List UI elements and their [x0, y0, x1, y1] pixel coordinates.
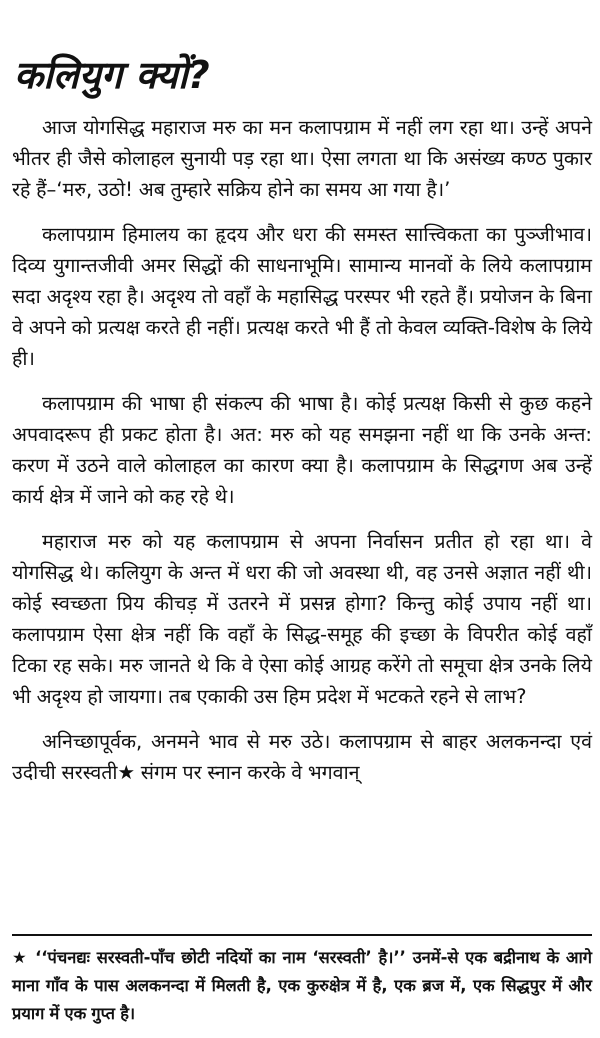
footnote: ★ ‘‘पंचनद्यः सरस्वती-पाँच छोटी नदियों का नाम ‘सरस्वती’ है।’’ उनमें-से एक बद्रीनाथ के आगे माना गाँव के पास अलकनन्दा में मिलती है, एक कुरुक्षेत्र में है, एक ब्रज में, एक सिद्धपुर में और प्रयाग में एक गुप्त है। [12, 948, 592, 1023]
chapter-body [12, 112, 592, 788]
paragraph-4: महाराज मरु को यह कलापग्राम से अपना निर्वासन प्रतीत हो रहा था। वे योगसिद्ध थे। कलियुग के अन्त में धरा की जो अवस्था थी, वह उनसे अज्ञात नहीं थी। कोई स्वच्छता प्रिय कीचड़ में उतरने में प्रसन्न होगा? किन्तु कोई उपाय नहीं था। कलापग्राम ऐसा क्षेत्र नहीं कि वहाँ के सिद्ध-समूह की इच्छा के विपरीत कोई वहाँ टिका रह सके। मरु जानते थे कि वे ऐसा कोई आग्रह करेंगे तो समूचा क्षेत्र उनके लिये भी अदृश्य हो जायगा। तब एकाकी उस हिम प्रदेश में भटकते रहने से लाभ? [12, 530, 592, 708]
paragraph-1: आज योगसिद्ध महाराज मरु का मन कलापग्राम में नहीं लग रहा था। उन्हें अपने भीतर ही जैसे कोलाहल सुनायी पड़ रहा था। ऐसा लगता था कि असंख्य कण्ठ पुकार रहे हैं–‘मरु, उठो! अब तुम्हारे सक्रिय होने का समय आ गया है।’ [12, 116, 592, 201]
paragraph-3: कलापग्राम की भाषा ही संकल्प की भाषा है। कोई प्रत्यक्ष किसी से कुछ कहने अपवादरूप ही प्रकट होता है। अत: मरु को यह समझना नहीं था कि उनके अन्त: करण में उठने वाले कोलाहल का कारण क्या है। कलापग्राम के सिद्धगण अब उन्हें कार्य क्षेत्र में जाने को कह रहे थे। [12, 392, 592, 508]
chapter-title: कलियुग क्यों? [14, 53, 210, 97]
footnote-divider [12, 934, 592, 936]
paragraph-5: अनिच्छापूर्वक, अनमने भाव से मरु उठे। कलापग्राम से बाहर अलकनन्दा एवं उदीची सरस्वती★ संगम पर स्नान करके वे भगवान् [12, 730, 592, 784]
paragraph-2: कलापग्राम हिमालय का हृदय और धरा की समस्त सात्त्विकता का पुञ्जीभाव। दिव्य युगान्तजीवी अमर सिद्धों की साधनाभूमि। सामान्य मानवों के लिये कलापग्राम सदा अदृश्य रहा है। अदृश्य तो वहाँ के महासिद्ध परस्पर भी रहते हैं। प्रयोजन के बिना वे अपने को प्रत्यक्ष करते ही नहीं। प्रत्यक्ष करते भी हैं तो केवल व्यक्ति-विशेष के लिये ही। [12, 223, 592, 370]
